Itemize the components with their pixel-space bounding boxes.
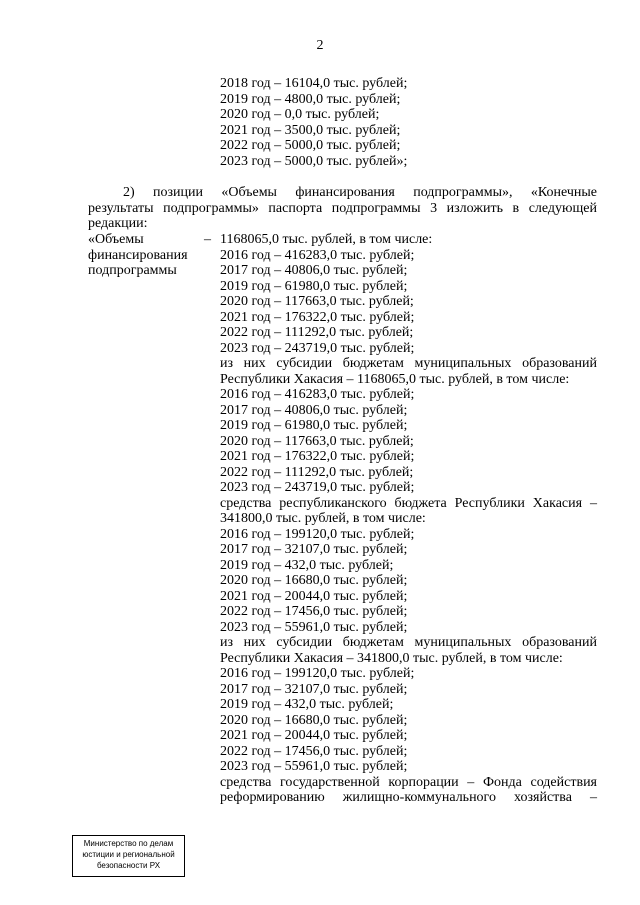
funding-year-line: 2023 год – 55961,0 тыс. рублей;: [220, 619, 408, 635]
funding-year-line: 2022 год – 111292,0 тыс. рублей;: [220, 325, 414, 340]
funding-year-line: 2020 год – 16680,0 тыс. рублей;: [220, 712, 408, 728]
funding-year-line: 2022 год – 17456,0 тыс. рублей;: [220, 604, 408, 619]
row-label-line: подпрограммы: [88, 263, 177, 278]
page-number: 2: [316, 38, 324, 53]
funding-year-line: 2023 год – 55961,0 тыс. рублей;: [220, 759, 408, 774]
stamp-line: юстиции и региональной: [82, 850, 175, 859]
funding-year-line: 2017 год – 32107,0 тыс. рублей;: [220, 542, 408, 557]
funding-year-line: 2022 год – 111292,0 тыс. рублей;: [220, 464, 414, 480]
ministry-stamp: [72, 835, 185, 877]
dash-separator: –: [204, 232, 211, 247]
stamp-line: Министерство по делам: [83, 839, 174, 848]
funding-year-line: 2020 год – 117663,0 тыс. рублей;: [220, 294, 414, 309]
funding-year-line: 2021 год – 3500,0 тыс. рублей;: [220, 122, 401, 138]
subsidy-line: Республики Хакасия – 1168065,0 тыс. рублей, в том числе:: [220, 371, 570, 387]
funding-year-line: 2020 год – 16680,0 тыс. рублей;: [220, 573, 408, 588]
funding-year-line: 2017 год – 32107,0 тыс. рублей;: [220, 681, 408, 697]
fund-line: средства государственной корпорации – Фонда содействия: [220, 774, 597, 790]
funding-year-line: 2021 год – 176322,0 тыс. рублей;: [220, 309, 415, 325]
funding-year-line: 2022 год – 5000,0 тыс. рублей;: [220, 138, 401, 153]
funding-year-line: 2019 год – 61980,0 тыс. рублей;: [220, 278, 408, 294]
funding-year-line: 2019 год – 4800,0 тыс. рублей;: [220, 91, 401, 107]
total-line: 1168065,0 тыс. рублей, в том числе:: [220, 232, 433, 247]
subsidy-line: из них субсидии бюджетам муниципальных образований: [220, 635, 597, 650]
republic-budget-line: средства республиканского бюджета Республики Хакасия –: [220, 495, 597, 511]
funding-year-line: 2017 год – 40806,0 тыс. рублей;: [220, 402, 408, 418]
funding-year-line: 2018 год – 16104,0 тыс. рублей;: [220, 76, 408, 91]
funding-year-line: 2021 год – 20044,0 тыс. рублей;: [220, 728, 408, 743]
funding-year-line: 2023 год – 243719,0 тыс. рублей;: [220, 480, 415, 495]
funding-year-line: 2019 год – 432,0 тыс. рублей;: [220, 557, 394, 573]
paragraph-line: редакции:: [88, 216, 148, 231]
funding-year-line: 2019 год – 61980,0 тыс. рублей;: [220, 418, 408, 433]
subsidy-line: Республики Хакасия – 341800,0 тыс. рублей, в том числе:: [220, 650, 563, 666]
funding-year-line: 2017 год – 40806,0 тыс. рублей;: [220, 263, 408, 278]
funding-year-line: 2020 год – 117663,0 тыс. рублей;: [220, 433, 414, 449]
funding-year-line: 2023 год – 5000,0 тыс. рублей»;: [220, 153, 408, 169]
funding-year-line: 2020 год – 0,0 тыс. рублей;: [220, 107, 380, 122]
funding-year-line: 2019 год – 432,0 тыс. рублей;: [220, 697, 394, 712]
funding-year-line: 2022 год – 17456,0 тыс. рублей;: [220, 743, 408, 759]
funding-year-line: 2016 год – 416283,0 тыс. рублей;: [220, 247, 415, 263]
funding-year-line: 2021 год – 20044,0 тыс. рублей;: [220, 588, 408, 604]
row-label-line: «Объемы: [88, 232, 144, 247]
funding-year-line: 2016 год – 199120,0 тыс. рублей;: [220, 666, 415, 681]
funding-year-line: 2016 год – 199120,0 тыс. рублей;: [220, 526, 415, 542]
funding-year-line: 2016 год – 416283,0 тыс. рублей;: [220, 387, 415, 402]
stamp-line: безопасности РХ: [96, 861, 161, 870]
funding-year-line: 2023 год – 243719,0 тыс. рублей;: [220, 340, 415, 356]
paragraph-line: 2) позиции «Объемы финансирования подпрограммы», «Конечные: [123, 185, 597, 200]
row-label-line: финансирования: [88, 247, 188, 263]
subsidy-line: из них субсидии бюджетам муниципальных образований: [220, 356, 597, 371]
fund-line: реформированию жилищно-коммунального хозяйства –: [220, 790, 597, 805]
republic-budget-line: 341800,0 тыс. рублей, в том числе:: [220, 511, 426, 526]
paragraph-line: результаты подпрограммы» паспорта подпрограммы 3 изложить в следующей: [88, 201, 597, 216]
funding-year-line: 2021 год – 176322,0 тыс. рублей;: [220, 449, 415, 464]
